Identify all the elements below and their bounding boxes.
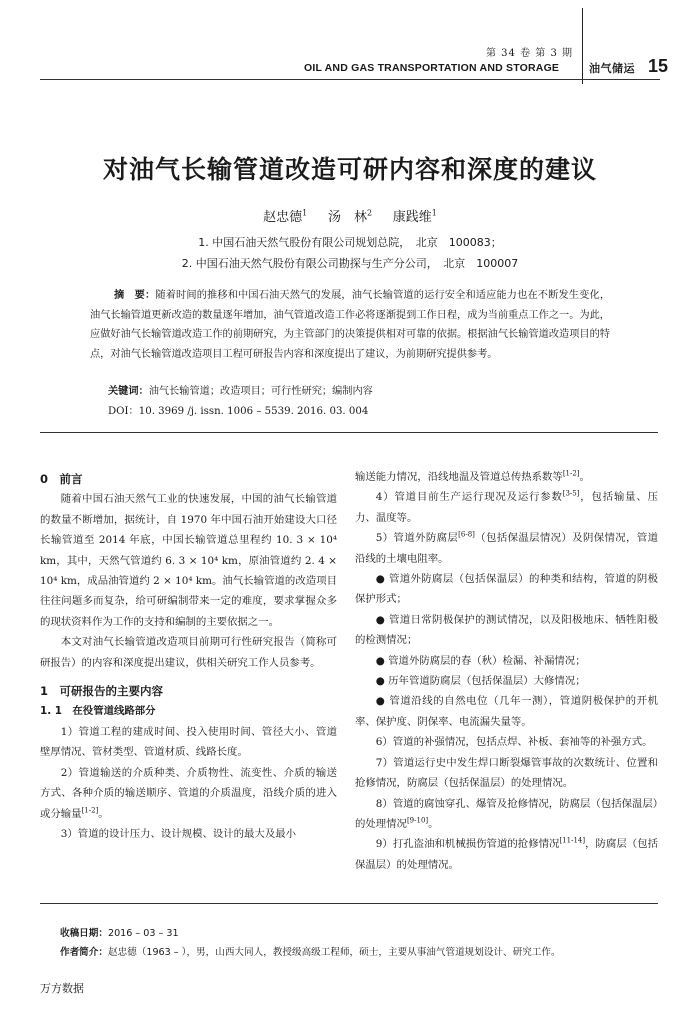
received-date [60, 925, 179, 939]
paper-title: 对油气长输管道改造可研内容和深度的建议 [102, 155, 597, 184]
abstract [90, 286, 610, 364]
left-column [40, 467, 337, 844]
citation: [1-2] [81, 806, 99, 815]
received-value: 2016 – 03 – 31 [107, 928, 179, 939]
author-affiliation-mark: 2 [366, 208, 373, 218]
list-item: 1）管道工程的建成时间、投入使用时间、管径大小、管道壁厚情况、管材类型、管道材质、线路长度。 [40, 725, 337, 759]
author-name: 汤 林 [327, 210, 367, 225]
bullet-item: ● 历年管道防腐层（包括保温层）大修情况； [375, 675, 586, 688]
author-bio-text: 赵忠德（1963 – ），男，山西大同人，教授级高级工程师，硕士，主要从事油气管道规划设计、研究工作。 [107, 947, 561, 958]
citation: [9-10] [406, 816, 429, 825]
list-item: 3）管道的设计压力、设计规模、设计的最大及最小 [60, 827, 296, 840]
received-label: 收稿日期： [60, 928, 108, 939]
author-name: 康践维 [392, 210, 432, 225]
list-item: 6）管道的补强情况，包括点焊、补板、套袖等的补强方式。 [375, 736, 653, 749]
journal-logo: 油气储运 [589, 62, 635, 75]
author-affiliation-mark: 1 [302, 208, 308, 218]
author-affiliation-mark: 1 [431, 208, 437, 218]
list-item: 2）管道输送的介质种类、介质物性、流变性、介质的输送方式、各种介质的输送顺序、管道的介质温度，沿线介质的进入或分输量[1-2]。 [40, 766, 337, 820]
keywords-label: 关键词： [108, 386, 149, 397]
paragraph: 本文对油气长输管道改造项目前期可行性研究报告（简称可研报告）的内容和深度提出建议，供相关研究工作人员参考。 [40, 636, 337, 669]
journal-name-english: OIL AND GAS TRANSPORTATION AND STORAGE [304, 62, 560, 74]
citation: [1-2] [562, 469, 580, 478]
citation: [3-5] [562, 489, 580, 498]
bullet-item: ● 管道外防腐层的春（秋）检漏、补漏情况； [375, 654, 586, 667]
citation: [6-8] [458, 530, 475, 539]
author-list [0, 206, 700, 225]
section-heading-0: 0 前言 [40, 472, 83, 486]
abstract-label: 摘 要： [114, 290, 156, 301]
abstract-text: 随着时间的推移和中国石油天然气的发展，油气长输管道的运行安全和适应能力也在不断发生变化，油气长输管道更新改造的数量逐年增加，油气管道改造工作必将逐渐提到工作日程，成为当前重点工作之一。为此，应做好油气长输管道改造工作的前期研究，为主管部门的决策提供相对可靠的依据。根据油气长输管道改造项目的特点，对油气长输管道改造项目工程可研报告内容和深度提出了建议，为前期研究提供参考。 [90, 290, 611, 360]
right-column [355, 467, 658, 875]
subsection-heading-1-1: 1. 1 在役管道线路部分 [40, 705, 156, 718]
list-item: 9）打孔盗油和机械损伤管道的抢修情况[11-14]，防腐层（包括保温层）的处理情况。 [355, 836, 659, 871]
citation: [11-14] [559, 836, 586, 845]
bullet-item: ● 管道日常阴极保护的测试情况，以及阳极地床、牺牲阳极的检测情况； [355, 613, 658, 647]
author-bio-label: 作者简介： [60, 947, 108, 958]
affiliation-1: 1. 中国石油天然气股份有限公司规划总院， 北京 100083； [198, 236, 502, 249]
keywords-text: 油气长输管道；改造项目；可行性研究；编制内容 [148, 386, 373, 397]
bullet-item: ● 管道沿线的自然电位（几年一测），管道阴极保护的开机率、保护度、阴保率、电流漏失量等。 [355, 695, 658, 728]
header-rule [40, 79, 660, 80]
journal-volume: 第 34 卷 第 3 期 [486, 48, 573, 59]
list-item: 4）管道目前生产运行现况及运行参数[3-5]，包括输量、压力、温度等。 [355, 489, 658, 524]
keywords [108, 382, 373, 397]
section-heading-1: 1 可研报告的主要内容 [40, 684, 164, 699]
footnote-divider [40, 903, 658, 904]
doi: DOI：10. 3969 /j. issn. 1006 – 5539. 2016. 03. 004 [108, 406, 369, 417]
page-number: 15 [648, 56, 669, 76]
bullet-item: ● 管道外防腐层（包括保温层）的种类和结构，管道的阴极保护形式； [355, 573, 658, 606]
paragraph: 输送能力情况，沿线地温及管道总传热系数等[1-2]。 [355, 469, 590, 483]
list-item: 7）管道运行史中发生焊口断裂爆管事故的次数统计、位置和抢修情况，防腐层（包括保温层）的处理情况。 [355, 756, 658, 790]
author-name: 赵忠德 [263, 210, 303, 225]
watermark: 万方数据 [40, 982, 84, 995]
header-divider [582, 8, 583, 84]
author-bio [60, 944, 561, 958]
affiliation-2: 2. 中国石油天然气股份有限公司勘探与生产分公司， 北京 100007 [181, 257, 519, 270]
list-item: 8）管道的腐蚀穿孔、爆管及抢修情况，防腐层（包括保温层）的处理情况[9-10]。 [355, 797, 658, 830]
list-item: 5）管道外防腐层[6-8]（包括保温层情况）及阴保情况，管道沿线的土壤电阻率。 [355, 530, 658, 565]
abstract-divider [40, 432, 658, 433]
paragraph: 随着中国石油天然气工业的快速发展，中国的油气长输管道的数量不断增加，据统计，自 1970 年中国石油开始建设大口径长输管道至 2014 年底，中国长输管道总里程约 10. 3 × 10⁴ km，其中，天然气管道约 6. 3 × 10⁴ km，原油管道约 2. 4 × 10⁴ km，成品油管道约 2 × 10⁴ km。油气长输管道的改造项目往往问题多而复杂，给可研编制带来一定的难度，要求掌握众多的现状资料作为工作的支持和编制的主要依据之一。 [40, 493, 337, 628]
